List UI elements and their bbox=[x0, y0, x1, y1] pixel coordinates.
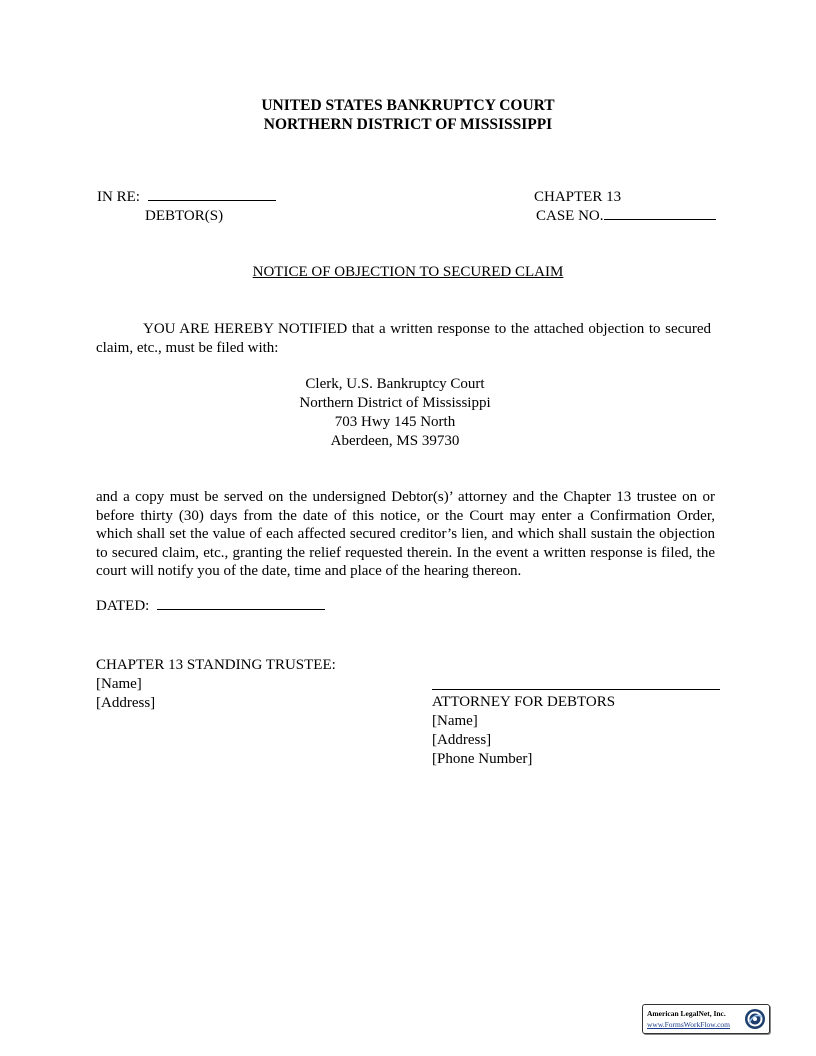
address-line: 703 Hwy 145 North bbox=[334, 414, 456, 430]
address-line: Clerk, U.S. Bankruptcy Court bbox=[305, 376, 485, 392]
court-header bbox=[0, 96, 816, 134]
case-number-blank bbox=[604, 219, 716, 220]
attorney-title: ATTORNEY FOR DEBTORS bbox=[432, 694, 616, 710]
trustee-name: [Name] bbox=[96, 676, 142, 692]
globe-icon bbox=[744, 1008, 766, 1030]
address-line: Northern District of Mississippi bbox=[299, 395, 491, 411]
notice-paragraph-2: and a copy must be served on the undersigned Debtor(s)’ attorney and the Chapter 13 trustee on or before thirty (30) days from the date of this notice, or the Court may enter a Confirmation Order, which shall set the value of each affected secured creditor’s lien, and which shall sustain the objection to secured claim, etc., granting the relief requested therein. In the event a written response is filed, the court will notify you of the date, time and place of the hearing thereon. bbox=[96, 489, 715, 579]
notice-title: NOTICE OF OBJECTION TO SECURED CLAIM bbox=[252, 264, 564, 280]
trustee-title: CHAPTER 13 STANDING TRUSTEE: bbox=[96, 657, 336, 673]
attorney-name: [Name] bbox=[432, 713, 478, 729]
in-re-label: IN RE: bbox=[97, 189, 140, 205]
court-name: UNITED STATES BANKRUPTCY COURT bbox=[261, 97, 555, 114]
debtor-label: DEBTOR(S) bbox=[145, 208, 224, 224]
court-district: NORTHERN DISTRICT OF MISSISSIPPI bbox=[263, 116, 553, 133]
in-re-line bbox=[97, 189, 276, 206]
case-no-label: CASE NO. bbox=[536, 208, 604, 224]
clerk-address bbox=[195, 375, 595, 451]
address-line: Aberdeen, MS 39730 bbox=[330, 433, 460, 449]
dated-line bbox=[96, 598, 325, 615]
attorney-address: [Address] bbox=[432, 732, 492, 748]
trustee-address: [Address] bbox=[96, 695, 156, 711]
attorney-block bbox=[432, 693, 615, 769]
logo-company: American LegalNet, Inc. bbox=[647, 1009, 726, 1018]
date-blank bbox=[157, 609, 325, 610]
case-number-line bbox=[536, 208, 716, 225]
attorney-phone: [Phone Number] bbox=[432, 751, 533, 767]
logo-url[interactable]: www.FormsWorkFlow.com bbox=[647, 1020, 731, 1029]
chapter-label: CHAPTER 13 bbox=[534, 189, 622, 205]
footer-logo[interactable] bbox=[642, 1004, 770, 1034]
notice-paragraph-1 bbox=[96, 320, 711, 358]
attorney-signature-line bbox=[432, 689, 720, 690]
notice-paragraph-1-text: YOU ARE HEREBY NOTIFIED that a written response to the attached objection to secured claim, etc., must be filed with: bbox=[96, 321, 711, 356]
dated-label: DATED: bbox=[96, 598, 150, 614]
debtor-name-blank bbox=[148, 200, 276, 201]
trustee-block bbox=[96, 656, 336, 713]
